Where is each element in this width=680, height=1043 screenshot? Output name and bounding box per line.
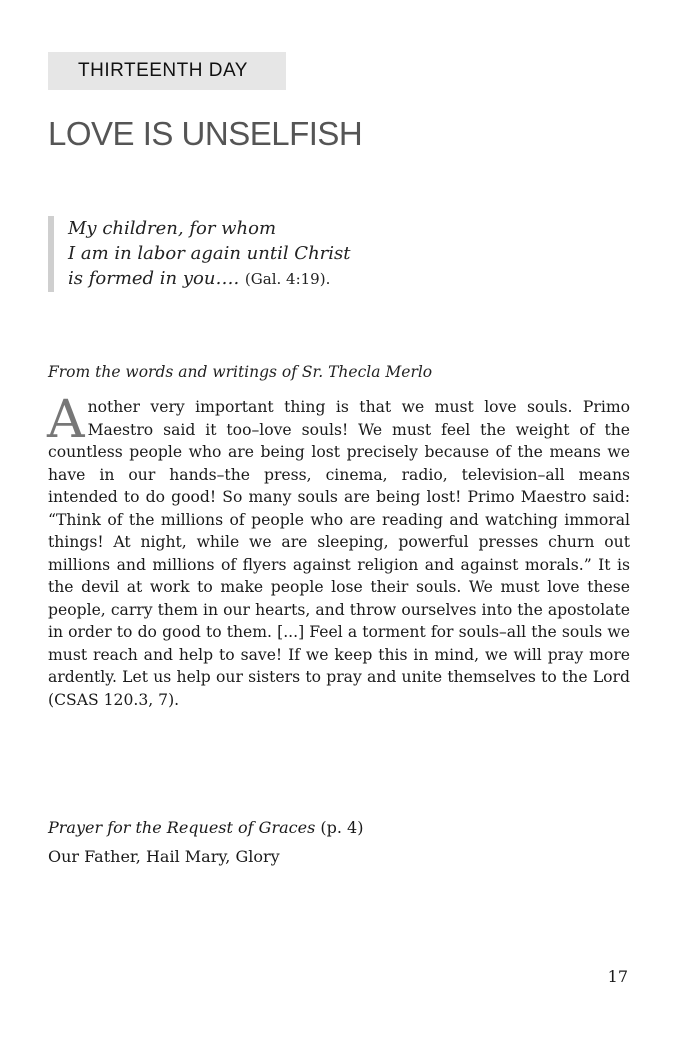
prayer-page-ref: (p. 4) (320, 818, 364, 837)
day-label: THIRTEENTH DAY (48, 52, 286, 90)
scripture-line-text: is formed in you…. (68, 268, 240, 289)
body-text: nother very important thing is that we must love souls. Primo Maestro said it too–love souls! We must feel the weight of the countless people who are being lost precisely because of the means we have in our hands–the press, cinema, radio, television–all means intended to do good! So many souls are being lost! Primo Maestro said: “Think of the millions of people who are reading and watching immoral things! At night, while we are sleeping, powerful presses churn out millions and millions of flyers against religion and against morals.” It is the devil at work to make people lose their souls. We must love these people, carry them in our hearts, and throw ourselves into the apostolate in order to do good to them. [...] Feel a torment for souls–all the souls we must reach and help to save! If we keep this in mind, we will pray more ardently. Let us help our sisters to pray and unite themselves to the Lord (CSAS 120.3, 7). (48, 398, 630, 709)
prayer-heading (48, 818, 363, 837)
page-number: 17 (607, 967, 628, 986)
drop-cap: A (47, 390, 85, 450)
scripture-quote (48, 216, 468, 292)
scripture-line: I am in labor again until Christ (68, 243, 351, 264)
prayer-list: Our Father, Hail Mary, Glory (48, 847, 280, 866)
prayer-title: Prayer for the Request of Graces (48, 818, 316, 837)
scripture-reference: (Gal. 4:19). (244, 270, 331, 288)
source-heading: From the words and writings of Sr. Thecla Merlo (48, 363, 433, 381)
scripture-line-last (68, 266, 468, 292)
body-paragraph (47, 390, 630, 711)
page-title: LOVE IS UNSELFISH (48, 115, 363, 152)
scripture-line: My children, for whom (68, 218, 277, 239)
